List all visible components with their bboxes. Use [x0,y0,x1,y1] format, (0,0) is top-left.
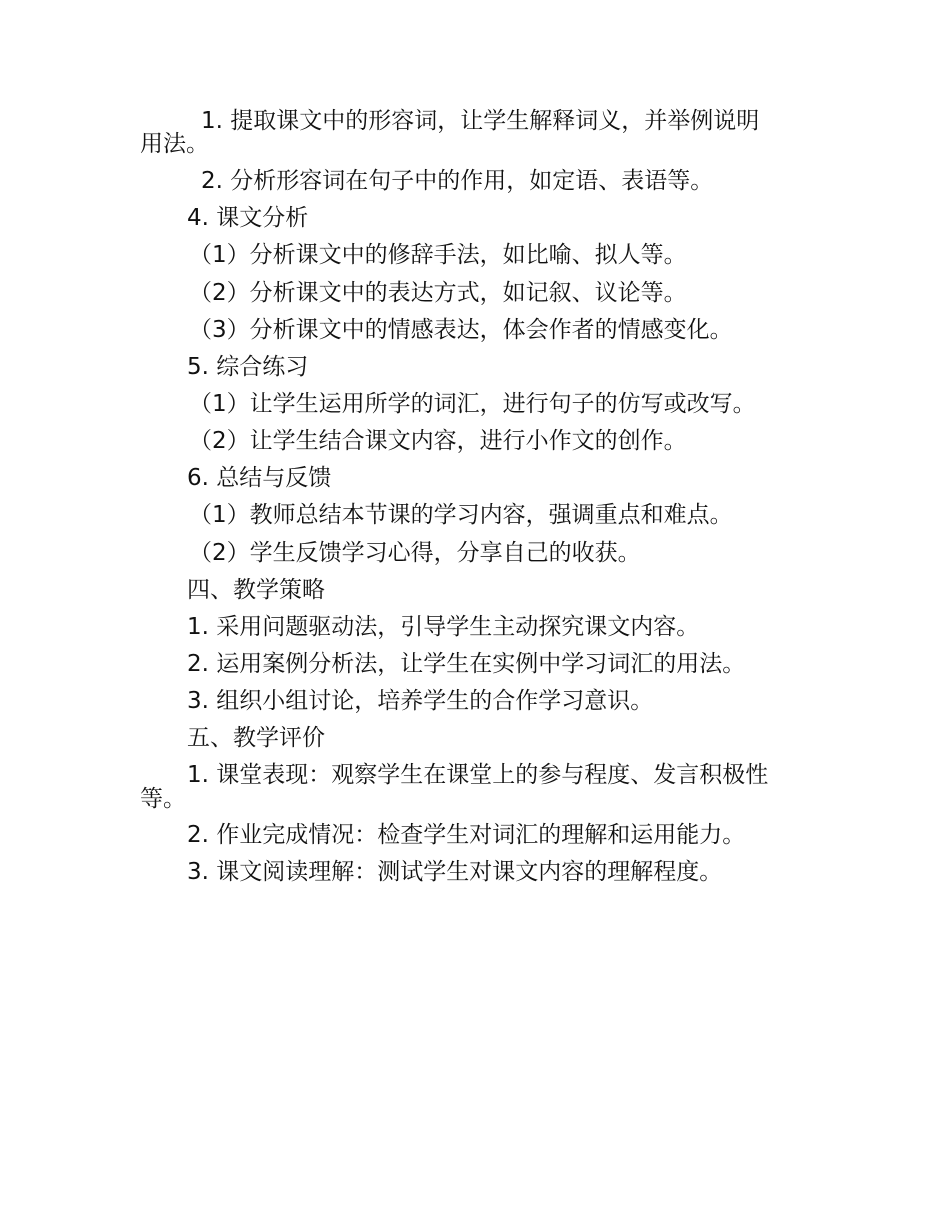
paragraph-line: （3）分析课文中的情感表达，体会作者的情感变化。 [189,317,733,343]
paragraph-line: 1. 采用问题驱动法，引导学生主动探究课文内容。 [187,614,700,640]
paragraph-line: 等。 [140,786,186,812]
paragraph-line: 用法。 [140,131,209,157]
paragraph-line: 1. 提取课文中的形容词，让学生解释词义，并举例说明 [201,108,760,134]
section-heading: 四、教学策略 [187,577,325,603]
section-heading: 五、教学评价 [187,725,325,751]
paragraph-line: 3. 课文阅读理解：测试学生对课文内容的理解程度。 [187,859,723,885]
section-heading: 4. 课文分析 [187,205,309,231]
paragraph-line: 2. 运用案例分析法，让学生在实例中学习词汇的用法。 [187,651,746,677]
paragraph-line: （1）让学生运用所学的词汇，进行句子的仿写或改写。 [189,391,756,417]
paragraph-line: （1）教师总结本节课的学习内容，强调重点和难点。 [189,502,733,528]
paragraph-line: （2）学生反馈学习心得，分享自己的收获。 [189,540,641,566]
paragraph-line: （2）让学生结合课文内容，进行小作文的创作。 [189,428,687,454]
section-heading: 6. 总结与反馈 [187,465,332,491]
section-heading: 5. 综合练习 [187,354,309,380]
paragraph-line: 1. 课堂表现：观察学生在课堂上的参与程度、发言积极性 [187,762,769,788]
paragraph-line: 3. 组织小组讨论，培养学生的合作学习意识。 [187,688,654,714]
paragraph-line: 2. 作业完成情况：检查学生对词汇的理解和运用能力。 [187,822,746,848]
paragraph-line: （1）分析课文中的修辞手法，如比喻、拟人等。 [189,242,687,268]
paragraph-line: （2）分析课文中的表达方式，如记叙、议论等。 [189,280,687,306]
paragraph-line: 2. 分析形容词在句子中的作用，如定语、表语等。 [201,168,714,194]
